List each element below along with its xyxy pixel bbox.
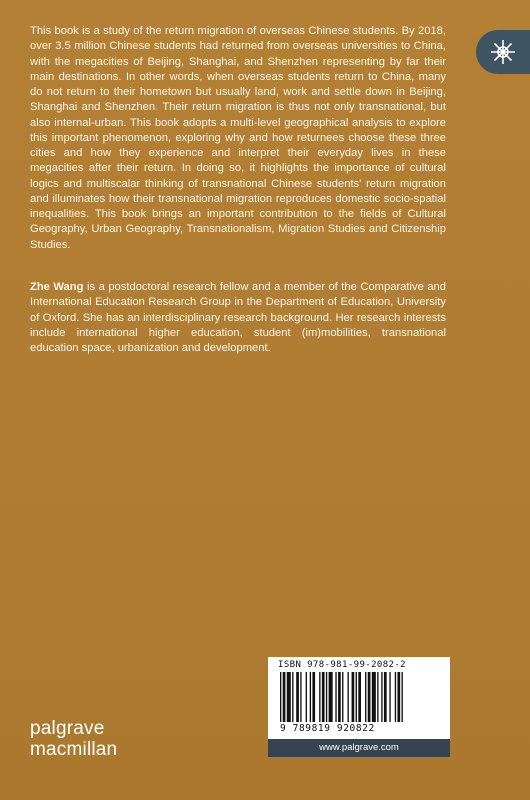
barcode-bar [326,672,327,722]
logo-line-macmillan: macmillan [30,739,118,760]
barcode-digits: 9 789819 920822 [280,723,375,734]
barcode-bar [384,672,387,722]
barcode-bar [358,672,361,722]
barcode-bar [342,672,343,722]
barcode-bar [310,672,311,722]
barcode-bar [319,672,320,722]
barcode-icon [278,672,438,724]
barcode-bar [377,672,378,722]
barcode-bar [306,672,307,722]
barcode-bar [283,672,286,722]
book-description: This book is a study of the return migration of overseas Chinese students. By 2018, over 3.5 million Chinese students had returned from overseas universities to China, with the megacities of Beijing, Shanghai, and Shenzhen representing by far their main destinations. In other words, when overseas students return to China, many do not return to their hometown but usually land, work and settle down in Beijing, Shanghai and Shenzhen. Their return migration is thus not only transnational, but also internal-urban. This book adopts a multi-level geographical analysis to explore this important phenomenon, exploring why and how returnees choose these three cities and how they experience and interpret their everyday lives in these megacities after their return. In doing so, it highlights the importance of cultural logics and multiscalar thinking of transnational Chinese students' return migration and illuminates how their transnational migration reproduces domestic socio-spatial inequalities. This book brings an important contribution to the fields of Cultural Geography, Urban Geography, Transnationalism, Migration Studies and Citizenship Studies. [30,25,446,251]
barcode-bar [287,672,291,722]
barcode-bar [338,672,341,722]
palgrave-star-logo-icon [488,37,518,67]
author-bio-text: is a postdoctoral research fellow and a member of the Comparative and International Education Research Group in the Department of Education, University of Oxford. She has an interdisciplinary research background. Her research interests include international higher education, student (im)mobilities, transnational education space, urbanization and development. [30,281,446,354]
barcode-bar [322,672,325,722]
isbn-label: ISBN 978-981-99-2082-2 [278,660,407,670]
barcode-bar [312,672,315,722]
barcode-bar [335,672,336,722]
barcode-bar [280,672,281,722]
barcode-bar [348,672,349,722]
barcode-bar [397,672,400,722]
barcode-bar [329,672,333,722]
palgrave-badge [476,30,530,74]
author-name: Zhe Wang [30,281,84,293]
barcode-bar [292,672,293,722]
barcode-bar [402,672,403,722]
author-bio [30,280,446,356]
barcode-bar [356,672,357,722]
barcode-bar [381,672,382,722]
barcode-bar [368,672,371,722]
publisher-url: www.palgrave.com [268,739,450,757]
barcode-bar [372,672,376,722]
barcode-bar [352,672,355,722]
publisher-logo [30,718,117,760]
barcode-panel [268,657,450,739]
barcode-bar [395,672,396,722]
barcode-bar [365,672,366,722]
barcode-bar [300,672,301,722]
barcode-bar [296,672,299,722]
logo-line-palgrave: palgrave [30,718,105,739]
barcode-bar [389,672,390,722]
